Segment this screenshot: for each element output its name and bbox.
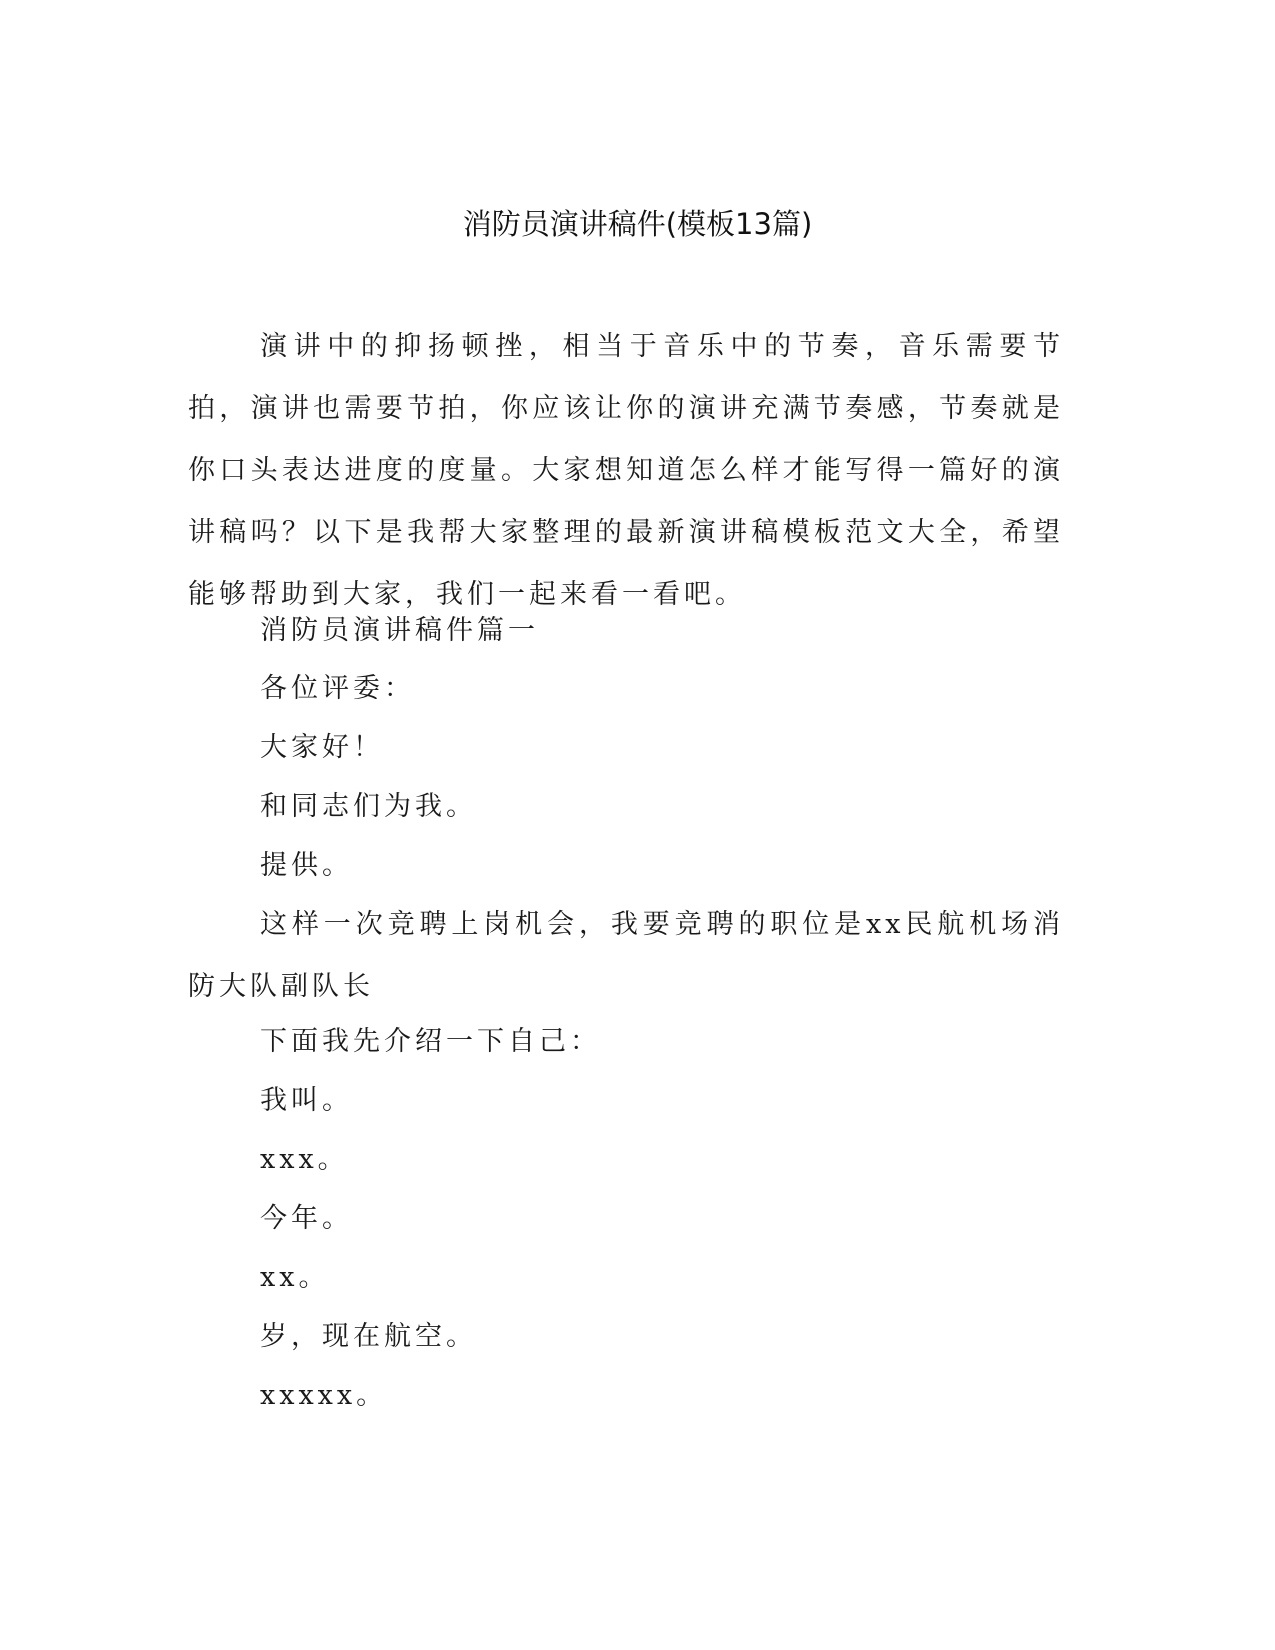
intro-paragraph: 演讲中的抑扬顿挫，相当于音乐中的节奏，音乐需要节拍，演讲也需要节拍，你应该让你的演讲充满节奏感，节奏就是你口头表达进度的度量。大家想知道怎么样才能写得一篇好的演讲稿吗？以下是我帮大家整理的最新演讲稿模板范文大全，希望能够帮助到大家，我们一起来看一看吧。 [188,331,1064,610]
salutation: 各位评委： [260,673,415,704]
position-paragraph: 这样一次竞聘上岗机会，我要竞聘的职位是xx民航机场消防大队副队长 [188,909,1064,1002]
greeting: 大家好！ [260,732,384,763]
self-intro-line: 下面我先介绍一下自己： [260,1026,601,1057]
name-line: xxx。 [260,1144,349,1175]
name-prefix-line: 我叫。 [260,1085,353,1116]
job-line: 岁，现在航空。 [260,1321,477,1352]
provide-line: 提供。 [260,850,353,881]
thanks-line: 和同志们为我。 [260,791,477,822]
page-title: 消防员演讲稿件(模板13篇) [462,207,813,241]
company-line: xxxxx。 [260,1380,388,1411]
section-heading: 消防员演讲稿件篇一 [260,615,539,646]
age-line: xx。 [260,1262,330,1293]
year-line: 今年。 [260,1203,353,1234]
